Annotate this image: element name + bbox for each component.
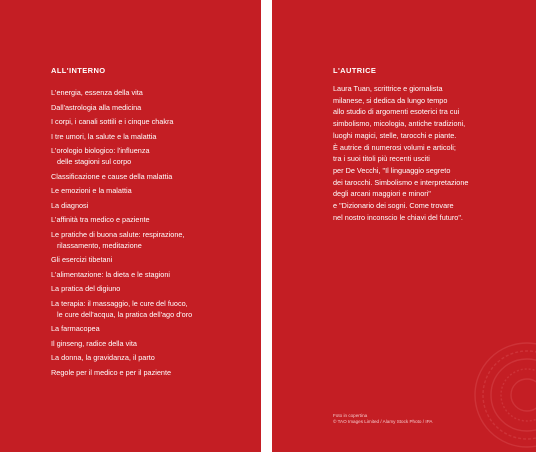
toc-item bbox=[51, 88, 251, 99]
toc-item bbox=[51, 186, 251, 197]
bio-line: dei tarocchi. Simbolismo e interpretazione bbox=[333, 177, 469, 187]
toc-item-text: L'affinità tra medico e paziente bbox=[51, 215, 150, 225]
toc-item-text: L'alimentazione: la dieta e le stagioni bbox=[51, 269, 171, 279]
toc-item-text: Gli esercizi tibetani bbox=[51, 255, 113, 265]
toc-item bbox=[51, 172, 251, 183]
right-flap bbox=[272, 0, 536, 452]
toc-item bbox=[51, 353, 251, 364]
bio-line: milanese, si dedica da lungo tempo bbox=[333, 95, 448, 105]
toc-item-text: La pratica del digiuno bbox=[51, 284, 121, 294]
toc-item-continuation: rilassamento, meditazione bbox=[57, 240, 142, 250]
credit-line: © TAO Images Limited / Alamy Stock Photo / IPA bbox=[333, 419, 433, 425]
toc-item bbox=[51, 299, 251, 320]
toc-item-text: Le pratiche di buona salute: respirazione, bbox=[51, 229, 185, 239]
toc-item-text: I corpi, i canali sottili e i cinque chakra bbox=[51, 117, 174, 127]
mandala-watermark-icon bbox=[467, 335, 536, 452]
bio-line: per De Vecchi, "Il linguaggio segreto bbox=[333, 165, 451, 175]
toc-item-text: La terapia: il massaggio, le cure del fuoco, bbox=[51, 298, 188, 308]
toc-item bbox=[51, 230, 251, 251]
toc-item bbox=[51, 255, 251, 266]
toc-heading: ALL'INTERNO bbox=[51, 66, 106, 75]
bio-line: È autrice di numerosi volumi e articoli; bbox=[333, 142, 456, 152]
toc-item-text: La donna, la gravidanza, il parto bbox=[51, 353, 155, 363]
toc-item-text: Le emozioni e la malattia bbox=[51, 186, 132, 196]
toc-item bbox=[51, 103, 251, 114]
bio-line: nel nostro inconscio le chiavi del futuro". bbox=[333, 212, 463, 222]
bio-line: degli arcani maggiori e minori" bbox=[333, 189, 431, 199]
bio-line: tra i suoi titoli più recenti usciti bbox=[333, 154, 430, 164]
author-heading: L'AUTRICE bbox=[333, 66, 377, 75]
toc-item bbox=[51, 146, 251, 167]
toc-item-text: Regole per il medico e per il paziente bbox=[51, 367, 172, 377]
toc-item bbox=[51, 117, 251, 128]
toc-item bbox=[51, 132, 251, 143]
toc-item-text: La diagnosi bbox=[51, 200, 89, 210]
credit-line: Foto in copertina bbox=[333, 413, 368, 418]
toc-item bbox=[51, 324, 251, 335]
bio-line: simbolismo, micologia, antiche tradizioni, bbox=[333, 119, 466, 129]
author-bio bbox=[333, 83, 533, 223]
toc-item-text: La farmacopea bbox=[51, 324, 100, 334]
toc-item-text: Classificazione e cause della malattia bbox=[51, 171, 173, 181]
left-flap bbox=[0, 0, 261, 452]
toc-item-continuation: delle stagioni sul corpo bbox=[57, 156, 132, 166]
toc-item-text: I tre umori, la salute e la malattia bbox=[51, 131, 157, 141]
bio-line: e "Dizionario dei sogni. Come trovare bbox=[333, 201, 454, 211]
toc-item bbox=[51, 215, 251, 226]
toc-item-text: Dall'astrologia alla medicina bbox=[51, 102, 142, 112]
bio-line: Laura Tuan, scrittrice e giornalista bbox=[333, 84, 443, 93]
bio-line: allo studio di argomenti esoterici tra cui bbox=[333, 107, 460, 117]
toc-item-continuation: le cure dell'acqua, la pratica dell'ago d'oro bbox=[57, 309, 193, 319]
bio-line: luoghi magici, stelle, tarocchi e piante. bbox=[333, 130, 457, 140]
toc-item-text: L'energia, essenza della vita bbox=[51, 88, 143, 97]
toc-item-text: L'orologio biologico: l'influenza bbox=[51, 146, 150, 156]
photo-credit bbox=[333, 413, 432, 426]
toc-item-text: Il ginseng, radice della vita bbox=[51, 338, 137, 348]
table-of-contents bbox=[51, 88, 251, 382]
toc-item bbox=[51, 284, 251, 295]
toc-item bbox=[51, 201, 251, 212]
toc-item bbox=[51, 270, 251, 281]
toc-item bbox=[51, 368, 251, 379]
toc-item bbox=[51, 339, 251, 350]
